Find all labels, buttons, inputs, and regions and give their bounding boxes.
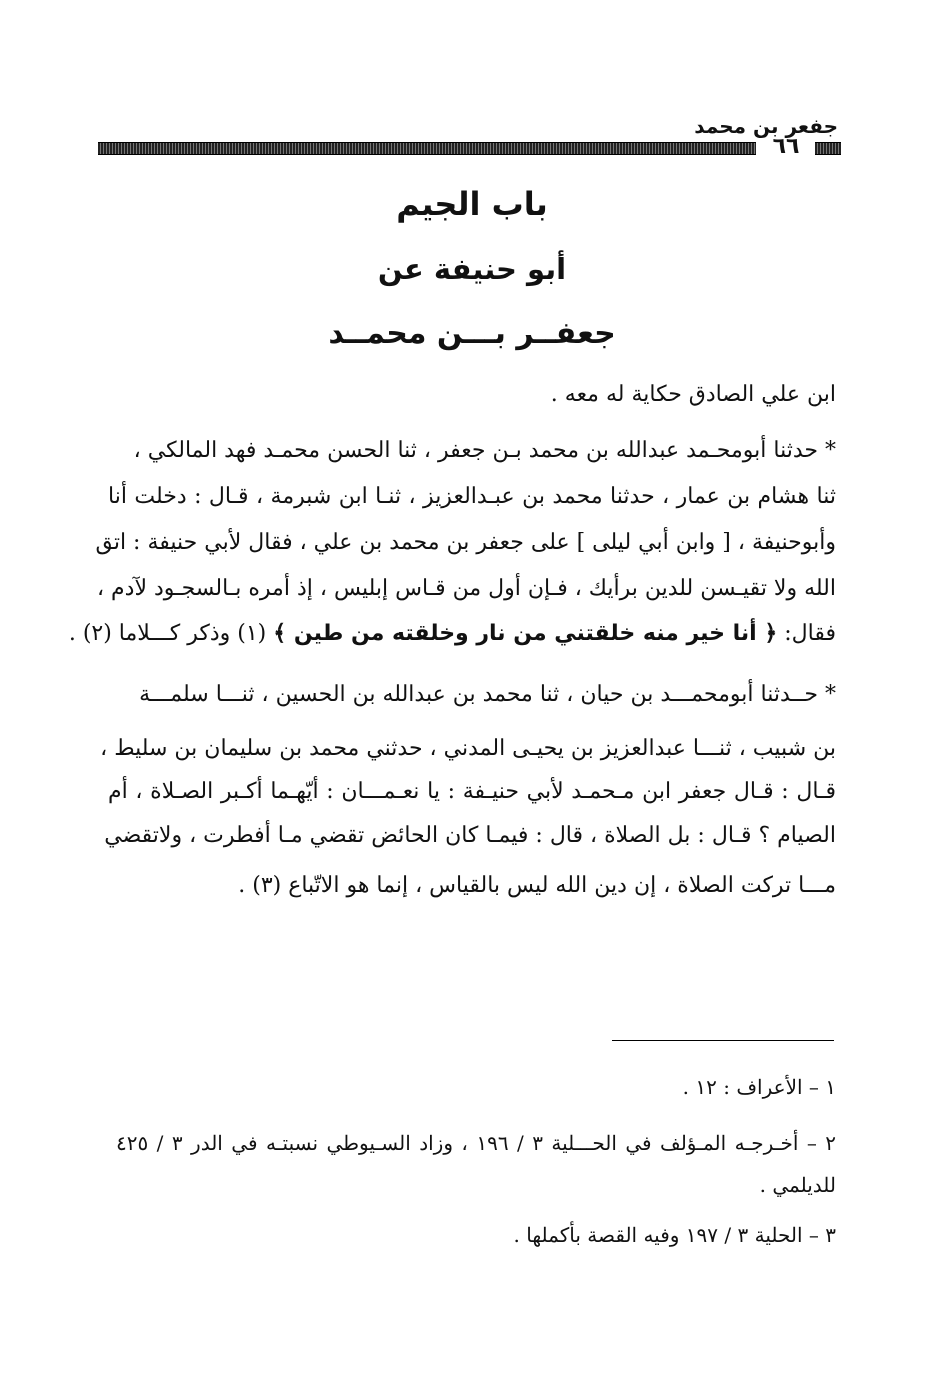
running-header-title: جفعر بن محمد bbox=[694, 114, 838, 138]
footnote-2-line1: ٢ – أخـرجـه المـؤلف في الحـــلية ٣ / ١٩٦ ، وزاد السـيوطي نسبتـه في الدر ٣ / ٤٢٥ bbox=[116, 1131, 837, 1155]
page-number: ٦٦ bbox=[772, 134, 800, 159]
footnote-2-line2: للديلمي . bbox=[759, 1173, 836, 1197]
section-heading: باب الجيم bbox=[396, 185, 548, 223]
header-rule-right bbox=[815, 142, 841, 155]
intro-line: ابن علي الصادق حكاية له معه . bbox=[550, 382, 836, 407]
footnote-1: ١ – الأعراف : ١٢ . bbox=[682, 1075, 836, 1099]
quran-quote: ﴿ أنا خير منه خلقتني من نار وخلقته من طين ﴾ bbox=[273, 621, 778, 646]
header-rule-left bbox=[98, 142, 756, 155]
paragraph2-line3: قـال : قـال جعفر ابن مـحمـد لأبي حنيـفة : يا نعـمـــان : أيّهـما أكـبر الصـلاة ، أم bbox=[108, 779, 836, 804]
quote-intro: فقال: bbox=[784, 621, 836, 646]
quote-after: (١) وذكر كـــلاما (٢) . bbox=[68, 621, 267, 646]
paragraph2-line5: مـــا تركت الصلاة ، إن دين الله ليس بالقياس ، إنما هو الاتّباع (٣) . bbox=[238, 873, 836, 898]
footnote-separator bbox=[612, 1040, 834, 1041]
paragraph1-line2: ثنا هشام بن عمار ، حدثنا محمد بن عبـدالعزيز ، ثنـا ابن شبرمة ، قـال : دخلت أنا bbox=[108, 484, 836, 509]
paragraph1-line1: * حدثنا أبومحـمد عبدالله بن محمد بـن جعفر ، ثنا الحسن محمـد فهد المالكي ، bbox=[133, 438, 836, 463]
chapter-name: جعفــر بـــن محمــد bbox=[328, 316, 616, 351]
paragraph1-line4: الله ولا تقيـسن للدين برأيك ، فـإن أول من قـاس إبليس ، إذ أمره بـالسجـود لآدم ، bbox=[96, 576, 836, 601]
paragraph2-line4: الصيام ؟ قـال : بل الصلاة ، قال : فيمـا كان الحائض تقضي مـا أفطرت ، ولاتقضي bbox=[104, 823, 836, 848]
paragraph2-line1: * حــدثنا أبومحمـــد بن حيان ، ثنا محمد بن عبدالله بن الحسين ، ثنـــا سلمـــة bbox=[139, 682, 836, 707]
footnote-3: ٣ – الحلية ٣ / ١٩٧ وفيه القصة بأكملها . bbox=[513, 1223, 836, 1247]
chapter-subtitle: أبو حنيفة عن bbox=[377, 252, 567, 286]
paragraph2-line2: بن شبيب ، ثنـــا عبدالعزيز بن يحيـى المدني ، حدثني محمد بن سليمان بن سليط ، bbox=[100, 736, 836, 761]
paragraph1-line3: وأبوحنيفة ، [ وابن أبي ليلى ] على جعفر بن محمد بن علي ، فقال لأبي حنيفة : اتق bbox=[95, 530, 836, 555]
paragraph1-line5 bbox=[68, 617, 836, 651]
